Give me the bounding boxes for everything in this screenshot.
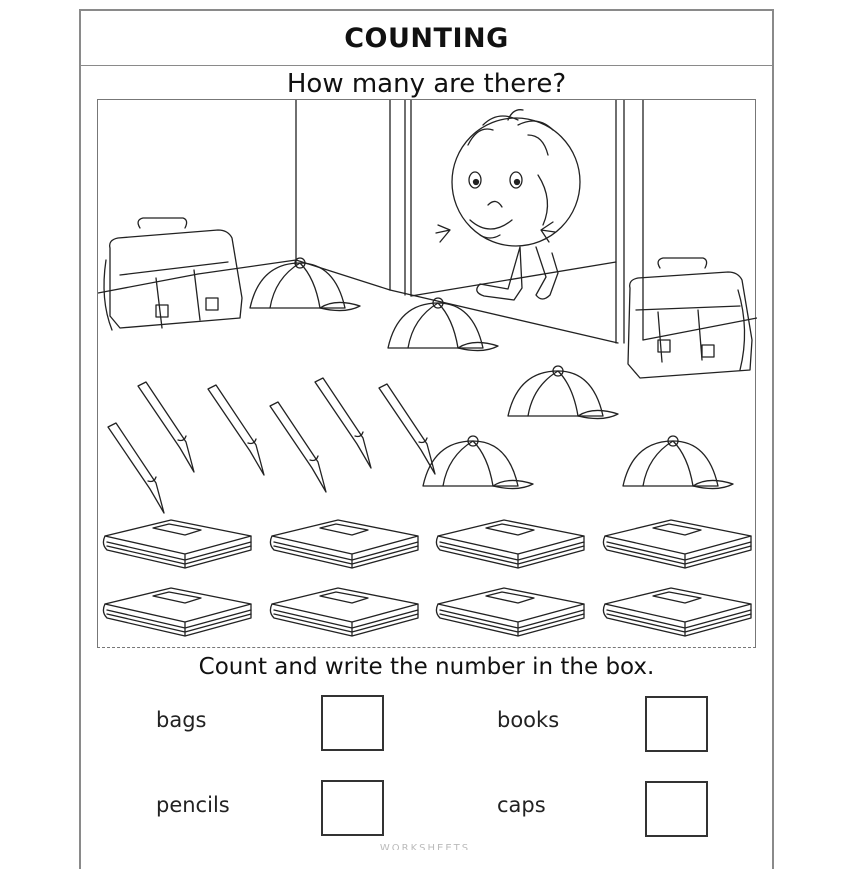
pencil-icon [270, 402, 326, 492]
pencil-icon [379, 384, 435, 474]
footer-watermark: WORKSHEETS [379, 843, 471, 850]
title-bar [81, 11, 772, 66]
cap-icon [250, 258, 360, 311]
book-icon [270, 520, 418, 568]
pencil-icon [138, 382, 194, 472]
cap-icon [508, 366, 618, 419]
room-walls [98, 100, 757, 343]
answer-label-caps: caps [497, 793, 546, 817]
book-icon [603, 520, 751, 568]
book-icon [603, 588, 751, 636]
school-bag-icon [104, 218, 242, 330]
instruction-text: Count and write the number in the box. [198, 654, 655, 680]
answer-box-caps[interactable] [645, 781, 708, 837]
cap-icon [423, 436, 533, 489]
pencil-icon [315, 378, 371, 468]
answer-label-books: books [497, 708, 560, 732]
book-icon [103, 520, 251, 568]
book-icon [436, 520, 584, 568]
page-subtitle: How many are there? [286, 69, 567, 99]
answer-box-pencils[interactable] [321, 780, 384, 836]
book-icon [270, 588, 418, 636]
book-icon [436, 588, 584, 636]
answer-label-pencils: pencils [156, 793, 230, 817]
page-title: COUNTING [344, 22, 509, 54]
pencil-icon [208, 385, 264, 475]
cap-icon [388, 298, 498, 351]
answer-box-books[interactable] [645, 696, 708, 752]
cap-icon [623, 436, 733, 489]
counting-scene [97, 99, 756, 648]
answer-label-bags: bags [156, 708, 207, 732]
school-bag-icon [628, 258, 752, 378]
pencil-icon [108, 423, 164, 513]
answer-box-bags[interactable] [321, 695, 384, 751]
book-icon [103, 588, 251, 636]
